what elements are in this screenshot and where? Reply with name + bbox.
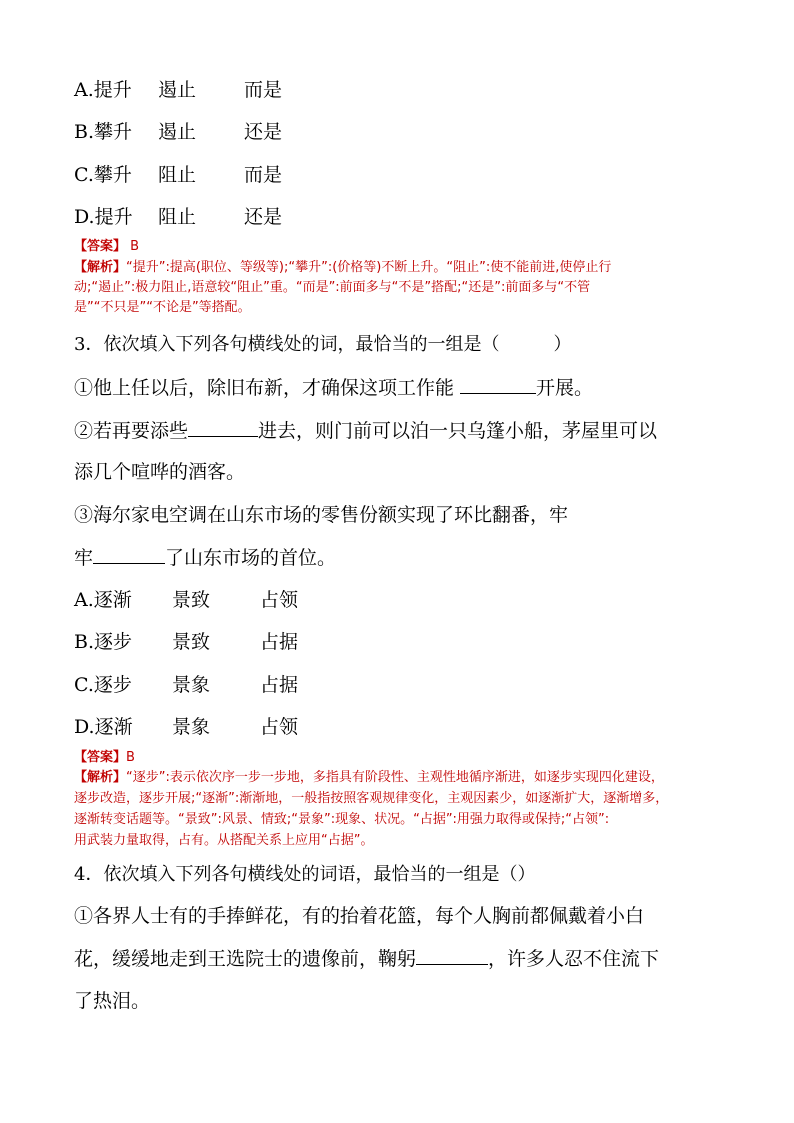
option-label: C.逐步 xyxy=(74,674,132,696)
option-word-3: 还是 xyxy=(244,206,283,228)
q2-analysis-line-1: 【解析】“提升”:提高(职位、等级等);“攀升”:(价格等)不断上升。“阻止”:使不能前进,使停止行 xyxy=(74,260,612,275)
option-word-2: 景致 xyxy=(172,631,211,653)
q3-option-a xyxy=(74,588,298,612)
answer-blank[interactable] xyxy=(416,946,488,965)
option-label: C.攀升 xyxy=(74,164,132,186)
q2-answer xyxy=(74,237,139,257)
option-word-3: 占领 xyxy=(260,589,299,611)
q3-answer xyxy=(74,748,135,768)
q3-sentence-3: ③海尔家电空调在山东市场的零售份额实现了环比翻番，牢 xyxy=(74,504,569,526)
answer-tag: 【答案】 xyxy=(74,239,127,254)
option-word-3: 占领 xyxy=(260,716,299,738)
answer-blank[interactable] xyxy=(188,418,258,437)
option-word-3: 占据 xyxy=(260,631,299,653)
q3-analysis-line-4: 用武装力量取得，占有。从搭配关系上应用“占据”。 xyxy=(74,833,374,848)
q2-analysis-line-3: 是”“不只是”“不论是”等搭配。 xyxy=(74,300,251,315)
q3-analysis-line-1: 【解析】“逐步”:表示依次序一步一步地，多指具有阶段性、主观性地循序渐进，如逐步实现四化建设， xyxy=(74,770,664,785)
option-word-2: 遏止 xyxy=(158,121,197,143)
option-label: B.逐步 xyxy=(74,631,133,653)
q2-option-a xyxy=(74,78,282,102)
q3-sentence-2-cont: 添几个喧哗的酒客。 xyxy=(74,461,246,483)
analysis-tag: 【解析】 xyxy=(74,260,127,275)
q3-sentence-3-cont: 牢 了山东市场的首位。 xyxy=(74,547,337,569)
q4-stem: 4．依次填入下列各句横线处的词语，最恰当的一组是（） xyxy=(74,864,536,885)
q3-analysis-line-3: 逐渐转变话题等。“景致”:风景、情致;“景象”:现象、状况。“占据”:用强力取得或保持;“占领”: xyxy=(74,812,610,827)
option-word-3: 而是 xyxy=(244,79,283,101)
option-word-3: 占据 xyxy=(260,674,299,696)
q3-stem: 3．依次填入下列各句横线处的词，最恰当的一组是（ ） xyxy=(74,334,572,355)
option-word-2: 景致 xyxy=(172,589,211,611)
analysis-tag: 【解析】 xyxy=(74,770,127,785)
answer-value: B xyxy=(130,239,140,254)
answer-blank[interactable] xyxy=(93,545,165,564)
q2-option-b xyxy=(74,120,282,144)
option-label: A.逐渐 xyxy=(74,589,132,611)
q3-sentence-1: ①他上任以后，除旧布新，才确保这项工作能 开展。 xyxy=(74,377,594,399)
option-word-3: 而是 xyxy=(244,164,283,186)
option-word-2: 遏止 xyxy=(158,79,197,101)
option-word-3: 还是 xyxy=(244,121,283,143)
option-label: D.提升 xyxy=(74,206,133,228)
option-word-2: 阻止 xyxy=(158,164,197,186)
q2-option-c xyxy=(74,163,282,187)
q2-option-d xyxy=(74,205,282,229)
option-label: A.提升 xyxy=(74,79,132,101)
option-word-2: 景象 xyxy=(172,716,211,738)
option-word-2: 阻止 xyxy=(158,206,197,228)
q3-analysis-line-2: 逐步改造，逐步开展;“逐渐”:渐渐地，一般指按照客观规律变化，主观因素少，如逐渐扩大，逐渐增多， xyxy=(74,791,669,806)
option-label: B.攀升 xyxy=(74,121,133,143)
q4-sentence-1: ①各界人士有的手捧鲜花，有的抬着花篮，每个人胸前都佩戴着小白 xyxy=(74,905,645,927)
q4-sentence-1-end: 了热泪。 xyxy=(74,990,151,1012)
answer-blank[interactable] xyxy=(460,375,536,394)
q2-analysis-line-2: 动;“遏止”:极力阻止,语意较“阻止”重。“而是”:前面多与“不是”搭配;“还是”:前面多与“不管 xyxy=(74,280,591,295)
q4-sentence-1-cont: 花，缓缓地走到王选院士的遗像前，鞠躬 ，许多人忍不住流下 xyxy=(74,948,660,970)
answer-tag: 【答案】 xyxy=(74,750,127,765)
q3-option-b xyxy=(74,630,298,654)
q3-option-d xyxy=(74,715,298,739)
q3-option-c xyxy=(74,673,298,697)
option-label: D.逐渐 xyxy=(74,716,133,738)
option-word-2: 景象 xyxy=(172,674,211,696)
answer-value: B xyxy=(126,750,135,765)
q3-sentence-2: ②若再要添些 进去，则门前可以泊一只乌篷小船，茅屋里可以 xyxy=(74,420,658,442)
